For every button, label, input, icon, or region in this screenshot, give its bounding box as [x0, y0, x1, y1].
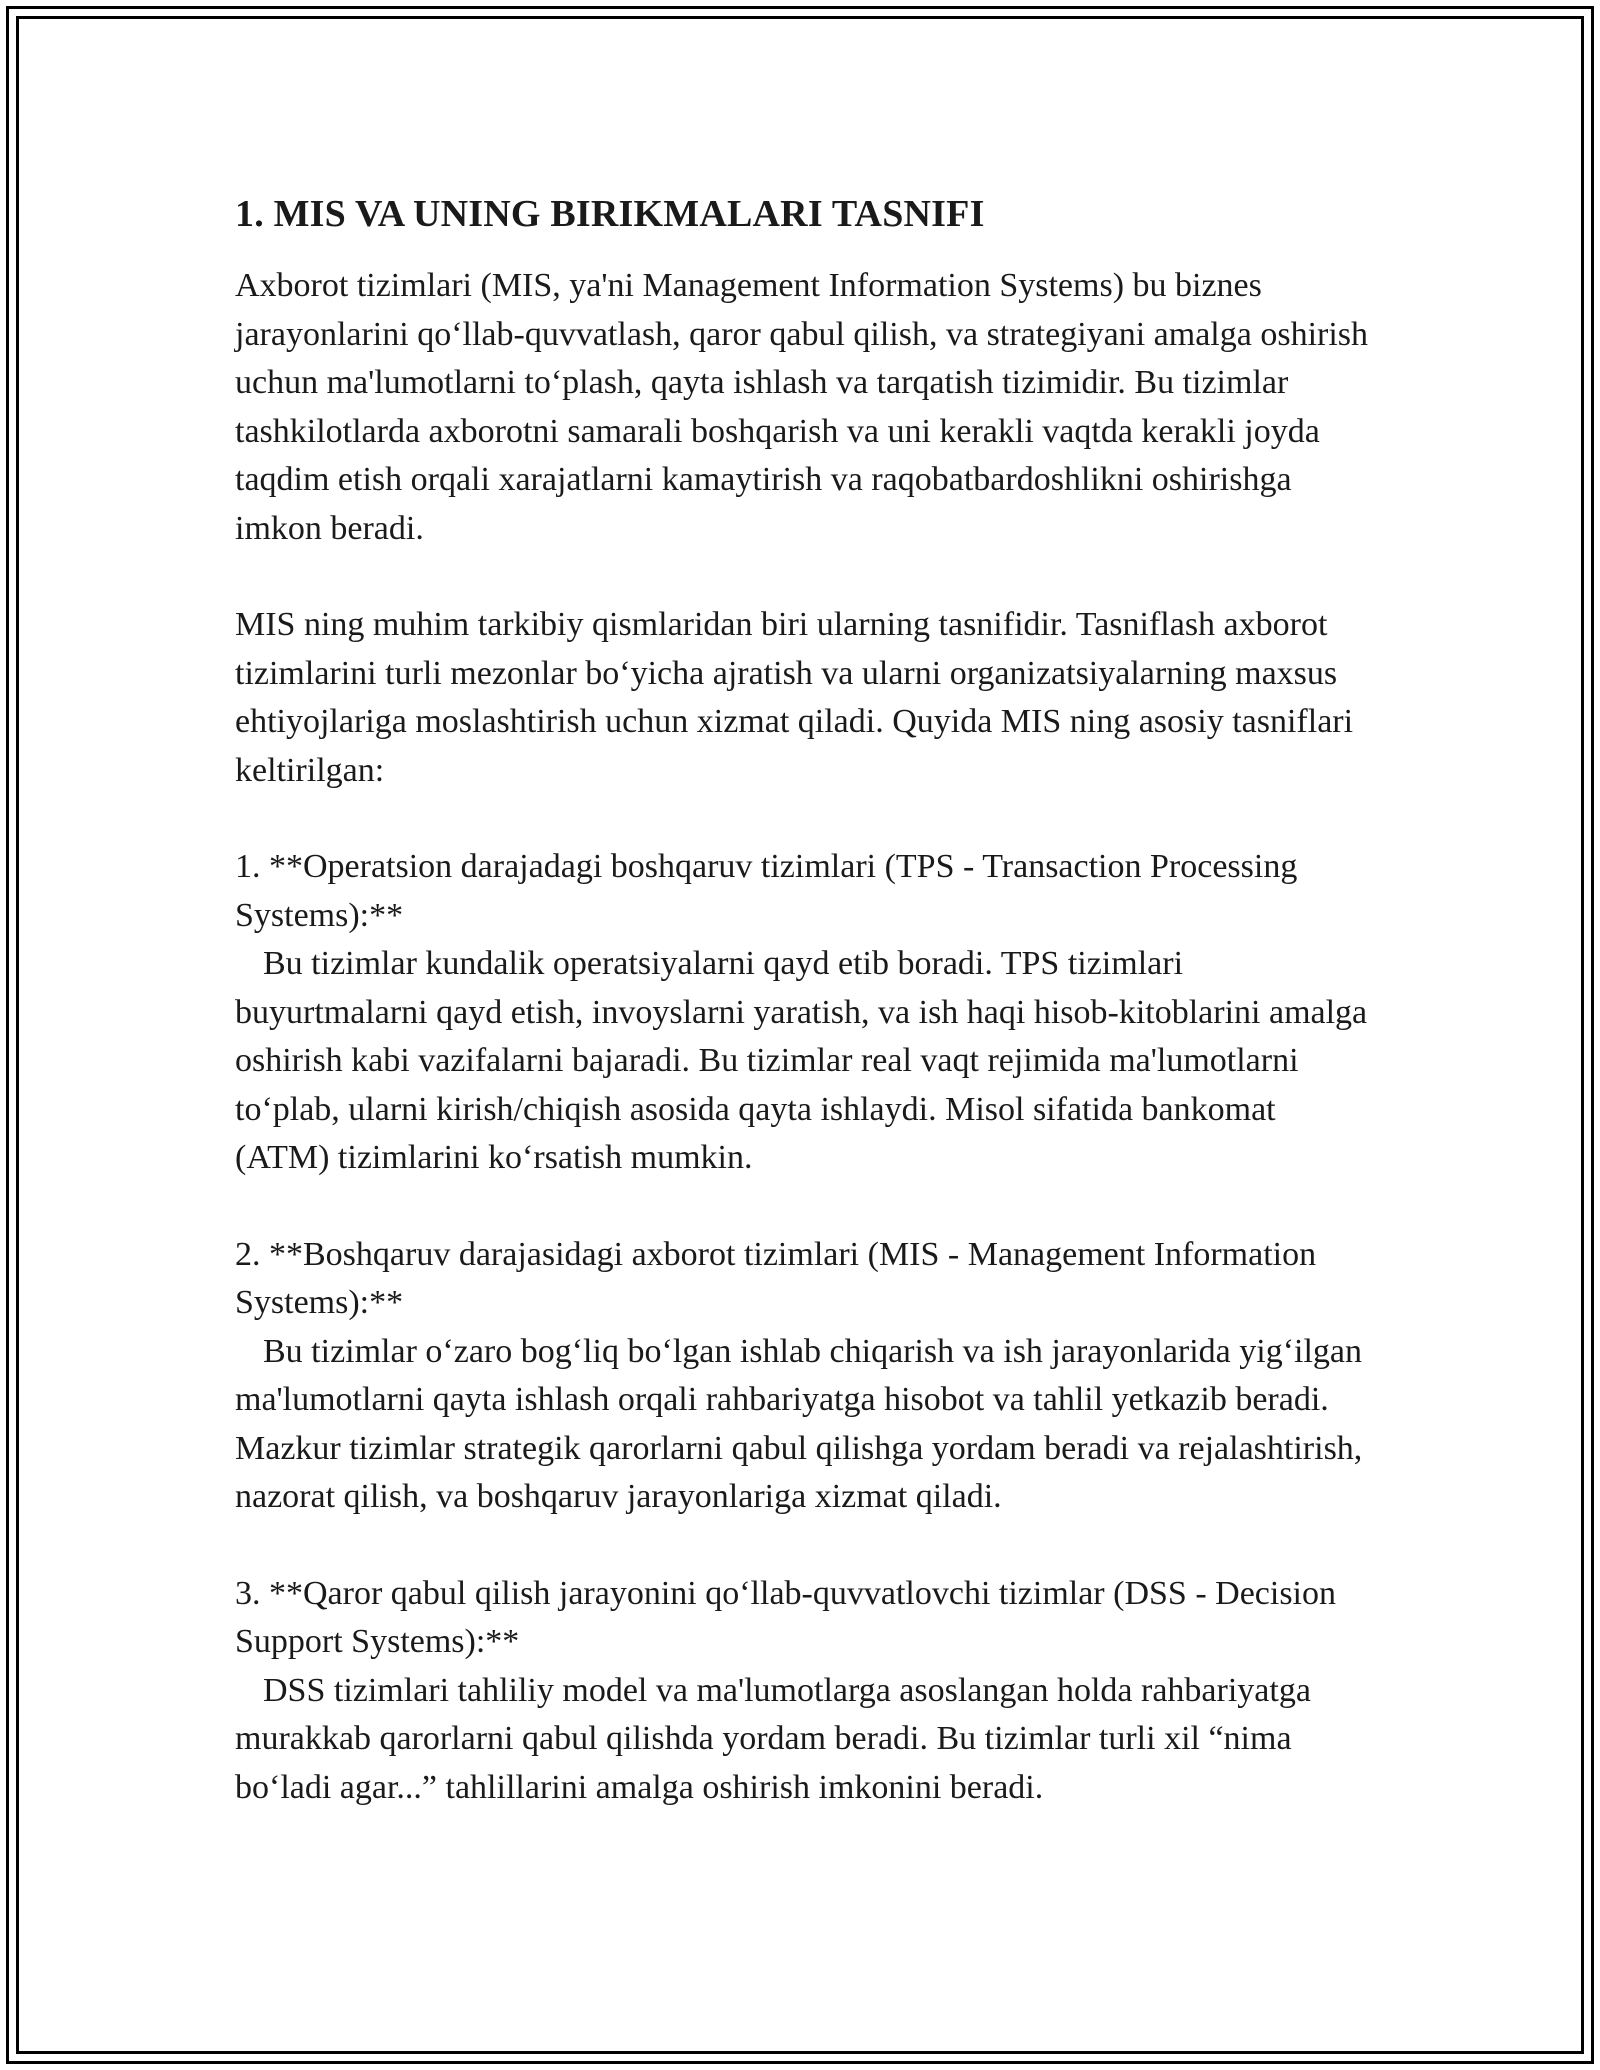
list-item-tps	[235, 843, 1375, 1183]
list-item-body: Bu tizimlar kundalik operatsiyalarni qayd etib boradi. TPS tizimlari buyurtmalarni qayd etish, invoyslarni yaratish, va ish haqi hisob-kitoblarini amalga oshirish kabi vazifalarni bajaradi. Bu tizimlar real vaqt rejimida ma'lumotlarni to‘plab, ularni kirish/chiqish asosida qayta ishlaydi. Misol sifatida bankomat (ATM) tizimlarini ko‘rsatish mumkin.	[235, 945, 1368, 1176]
list-item-title: 1. **Operatsion darajadagi boshqaruv tizimlari (TPS - Transaction Processing Systems):**	[235, 848, 1298, 934]
document-body	[235, 186, 1375, 1860]
list-item-mis	[235, 1231, 1375, 1522]
list-item-title: 3. **Qaror qabul qilish jarayonini qo‘llab-quvvatlovchi tizimlar (DSS - Decision Support Systems):**	[235, 1574, 1336, 1660]
classification-paragraph: MIS ning muhim tarkibiy qismlaridan biri ularning tasnifidir. Tasniflash axborot tizimlarini turli mezonlar bo‘yicha ajratish va ularni organizatsiyalarning maxsus ehtiyojlariga moslashtirish uchun xizmat qiladi. Quyida MIS ning asosiy tasniflari keltirilgan:	[235, 606, 1354, 789]
intro-paragraph: Axborot tizimlari (MIS, ya'ni Management Information Systems) bu biznes jarayonlarini qo‘llab-quvvatlash, qaror qabul qilish, va strategiyani amalga oshirish uchun ma'lumotlarni to‘plash, qayta ishlash va tarqatish tizimidir. Bu tizimlar tashkilotlarda axborotni samarali boshqarish va uni kerakli vaqtda kerakli joyda taqdim etish orqali xarajatlarni kamaytirish va raqobatbardoshlikni oshirishga imkon beradi.	[235, 267, 1369, 547]
list-item-body: DSS tizimlari tahliliy model va ma'lumotlarga asoslangan holda rahbariyatga murakkab qarorlarni qabul qilishda yordam beradi. Bu tizimlar turli xil “nima bo‘ladi agar...” tahlillarini amalga oshirish imkonini beradi.	[235, 1671, 1311, 1806]
list-item-body: Bu tizimlar o‘zaro bog‘liq bo‘lgan ishlab chiqarish va ish jarayonlarida yig‘ilgan ma'lumotlarni qayta ishlash orqali rahbariyatga hisobot va tahlil yetkazib beradi. Mazkur tizimlar strategik qarorlarni qabul qilishga yordam beradi va rejalashtirish, nazorat qilish, va boshqaruv jarayonlariga xizmat qiladi.	[235, 1332, 1363, 1515]
document-title: 1. MIS VA UNING BIRIKMALARI TASNIFI	[235, 193, 985, 235]
list-item-title: 2. **Boshqaruv darajasidagi axborot tizimlari (MIS - Management Information Systems):**	[235, 1235, 1317, 1321]
list-item-dss	[235, 1570, 1375, 1813]
